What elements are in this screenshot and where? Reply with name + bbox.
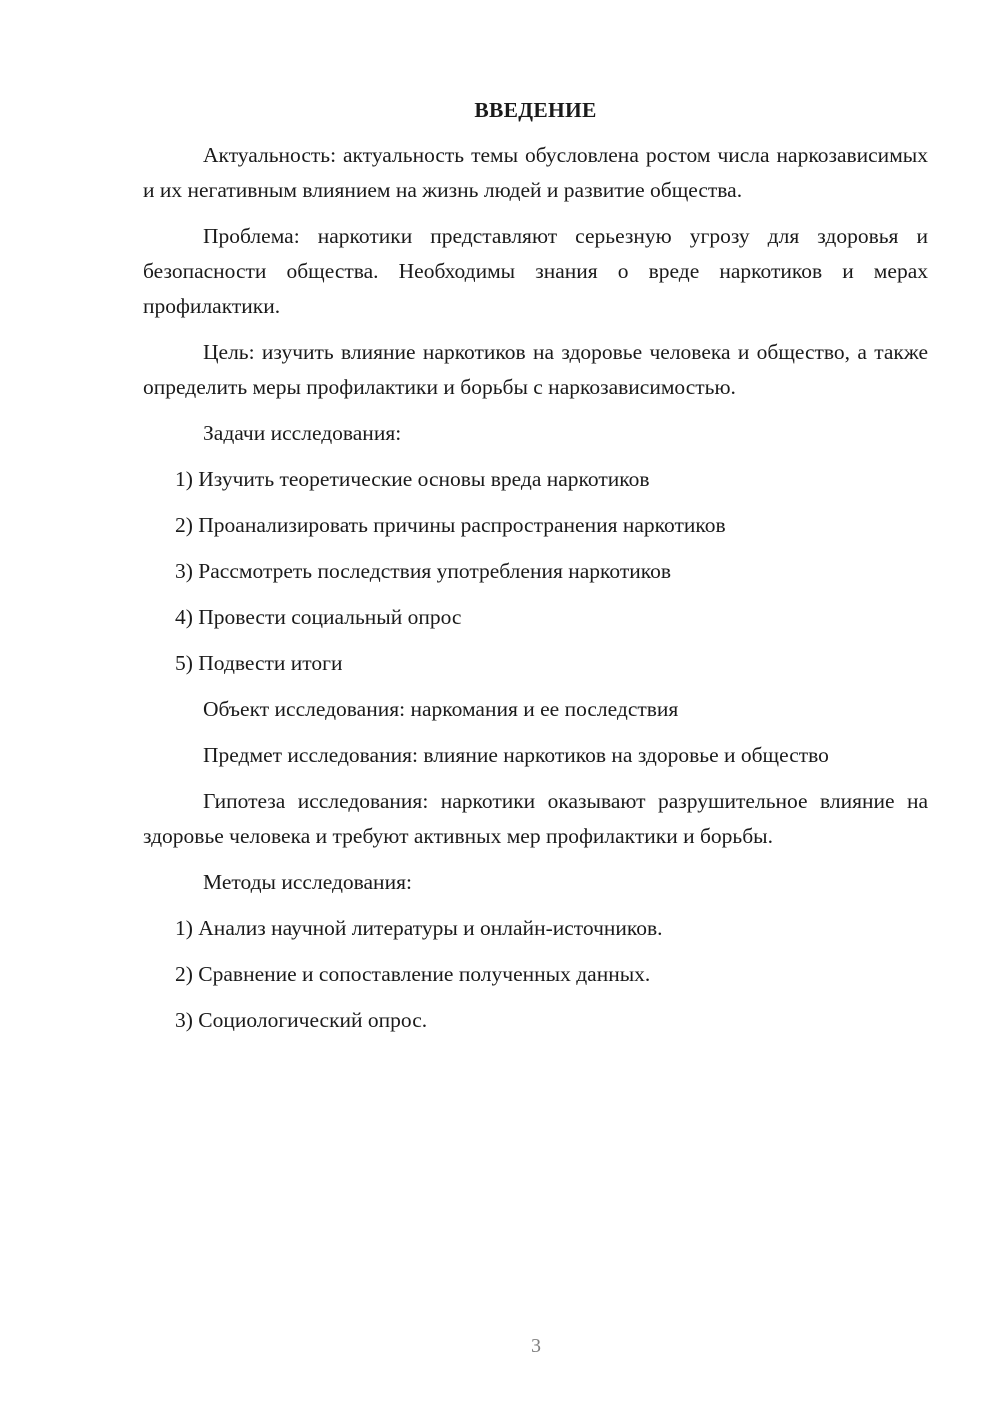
methods-list xyxy=(143,911,928,1038)
task-item: 2) Проанализировать причины распространения наркотиков xyxy=(175,513,726,537)
task-item: 1) Изучить теоретические основы вреда наркотиков xyxy=(175,467,650,491)
methods-heading: Методы исследования: xyxy=(203,870,412,894)
method-item: 1) Анализ научной литературы и онлайн-источников. xyxy=(175,916,663,940)
task-item: 4) Провести социальный опрос xyxy=(175,605,462,629)
task-item: 5) Подвести итоги xyxy=(175,651,343,675)
document-page xyxy=(143,93,928,1049)
hypothesis-paragraph: Гипотеза исследования: наркотики оказывают разрушительное влияние на здоровье человека и требуют активных мер профилактики и борьбы. xyxy=(143,789,928,848)
page-number: 3 xyxy=(531,1335,541,1357)
task-item: 3) Рассмотреть последствия употребления наркотиков xyxy=(175,559,671,583)
subject-paragraph: Предмет исследования: влияние наркотиков на здоровье и общество xyxy=(203,743,829,767)
tasks-heading: Задачи исследования: xyxy=(203,421,402,445)
tasks-list xyxy=(143,462,928,681)
problem-paragraph: Проблема: наркотики представляют серьезную угрозу для здоровья и безопасности общества. Необходимы знания о вреде наркотиков и мерах профилактики. xyxy=(143,224,928,318)
object-paragraph: Объект исследования: наркомания и ее последствия xyxy=(203,697,679,721)
method-item: 3) Социологический опрос. xyxy=(175,1008,428,1032)
section-title: ВВЕДЕНИЕ xyxy=(474,98,597,122)
goal-paragraph: Цель: изучить влияние наркотиков на здоровье человека и общество, а также определить меры профилактики и борьбы с наркозависимостью. xyxy=(143,340,928,399)
relevance-paragraph: Актуальность: актуальность темы обусловлена ростом числа наркозависимых и их негативным влиянием на жизнь людей и развитие общества. xyxy=(143,143,928,202)
method-item: 2) Сравнение и сопоставление полученных данных. xyxy=(175,962,651,986)
